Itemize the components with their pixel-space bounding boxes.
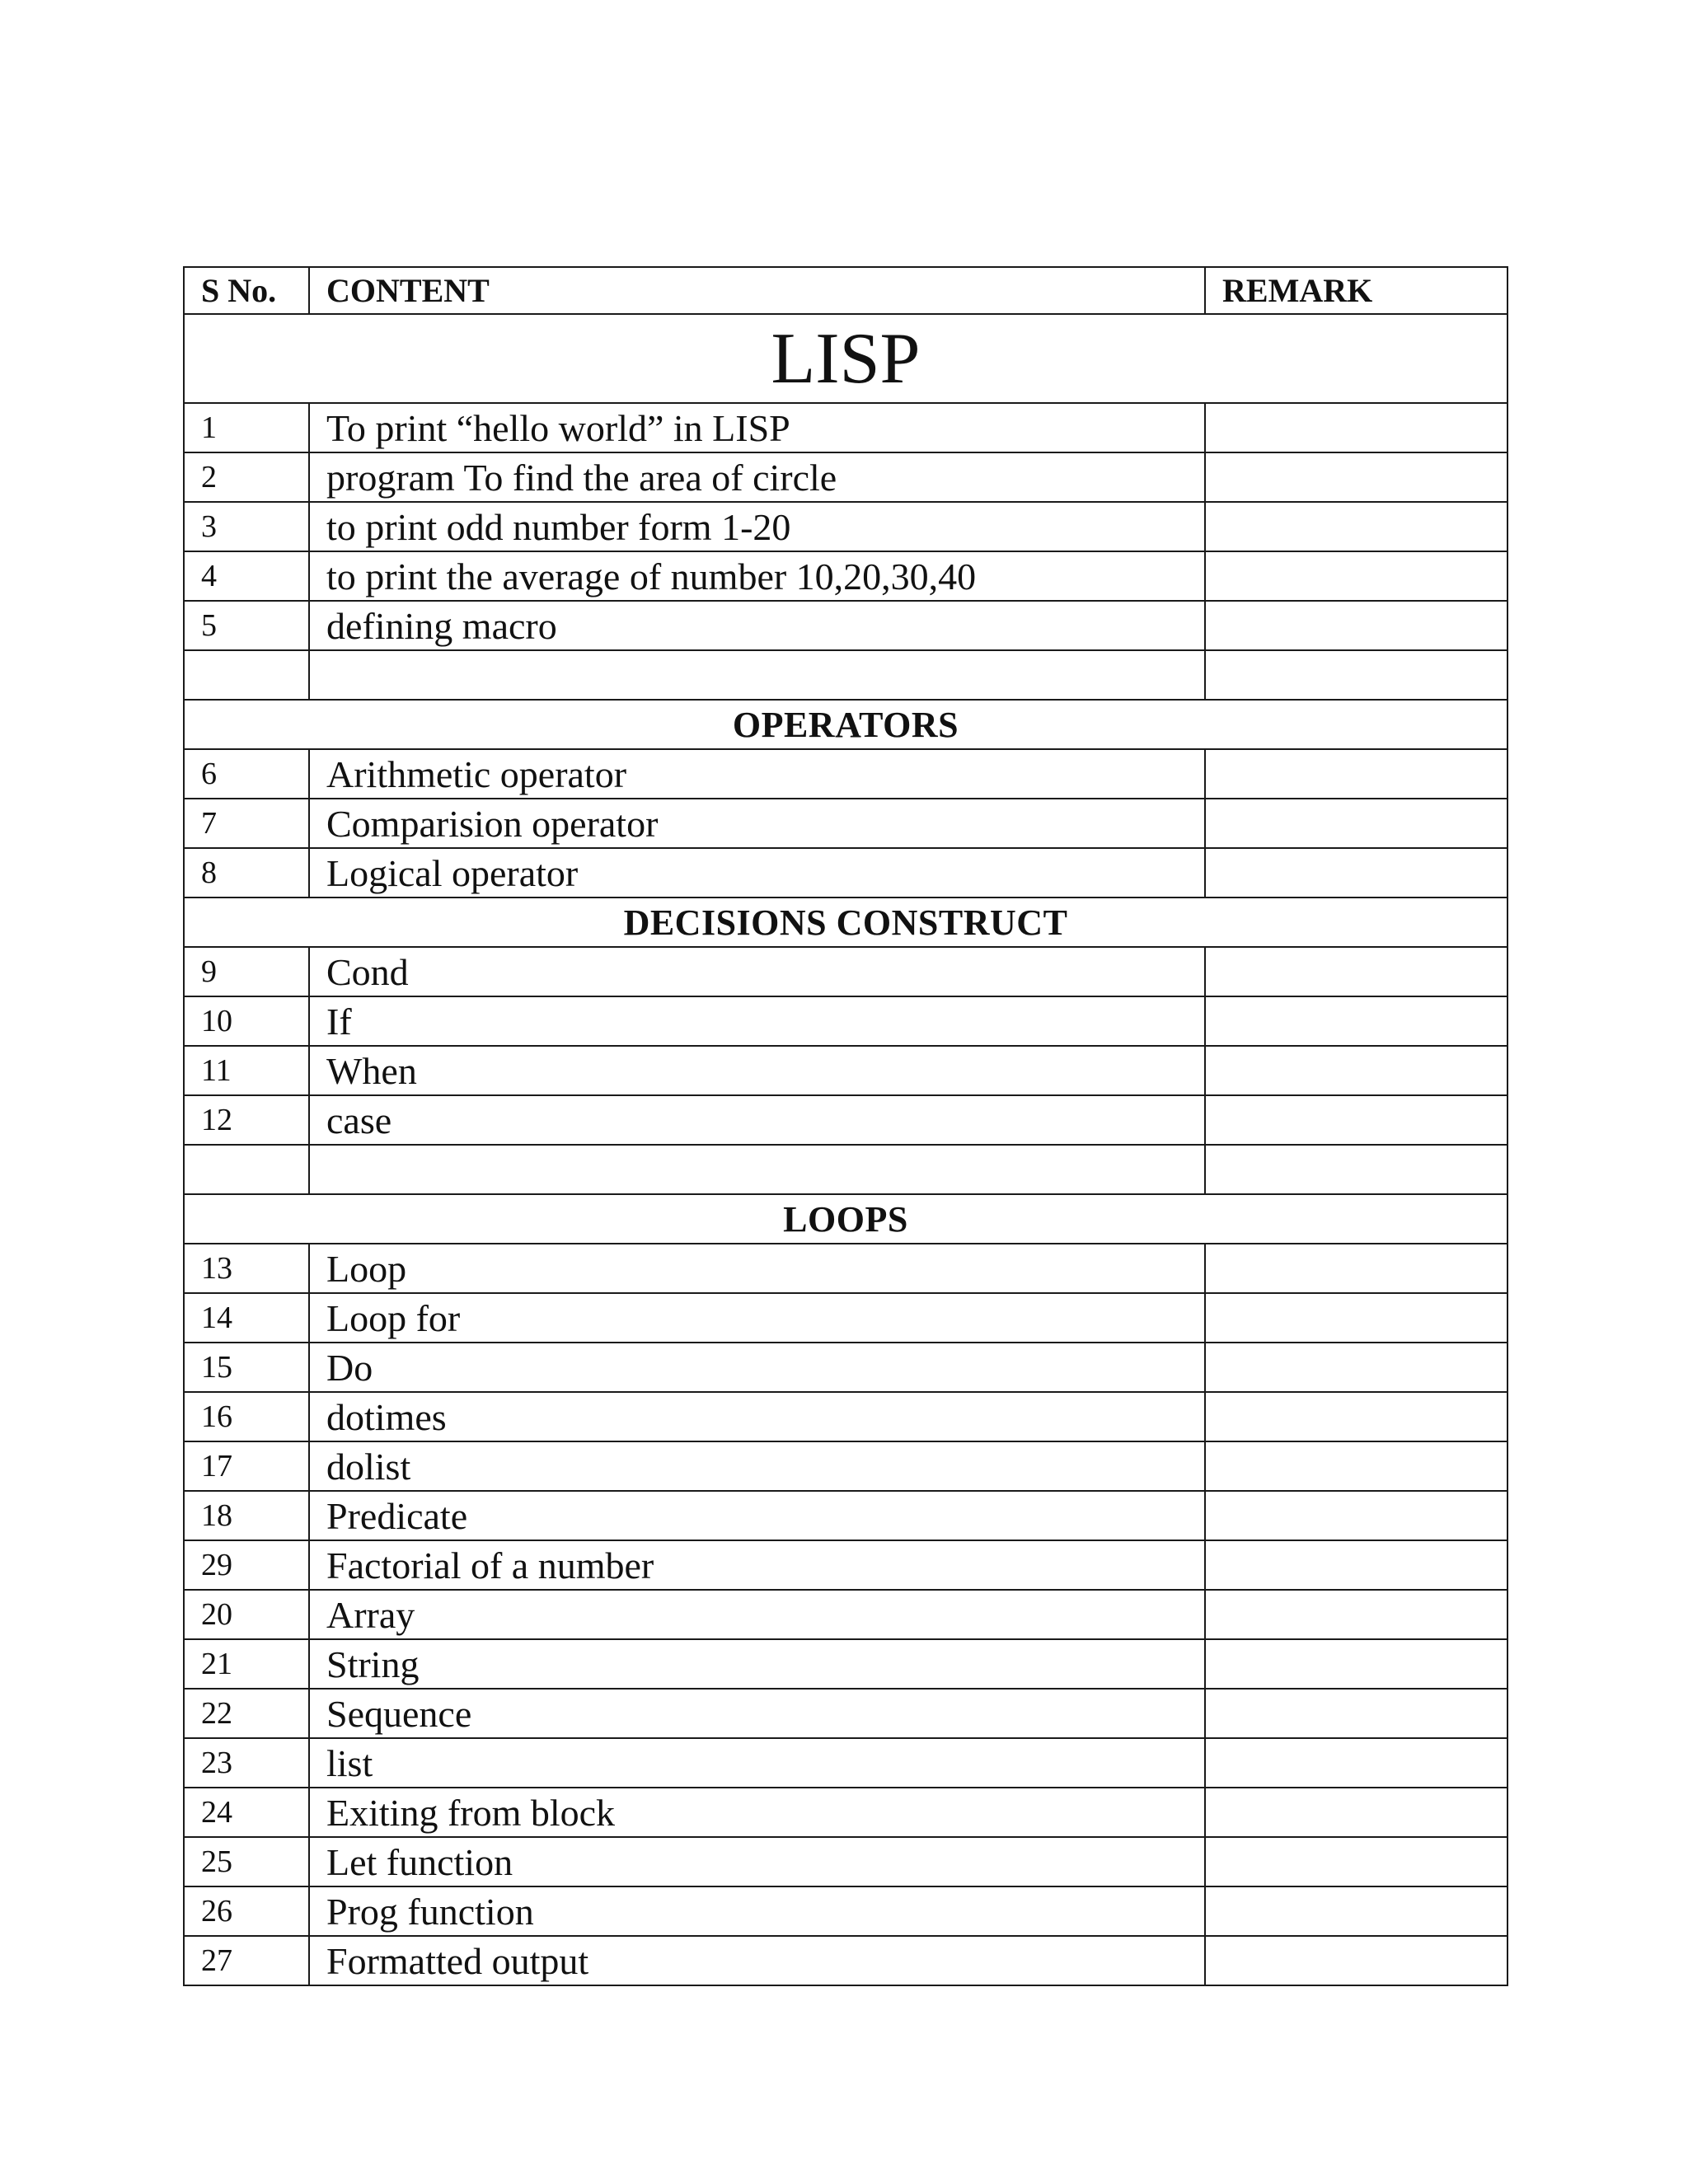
remark-cell	[1205, 1936, 1507, 1985]
sno-cell: 10	[184, 996, 309, 1046]
sno-cell: 20	[184, 1590, 309, 1639]
content-cell: Comparision operator	[309, 799, 1205, 848]
content-cell: Predicate	[309, 1491, 1205, 1540]
sno-cell: 4	[184, 551, 309, 601]
content-cell: When	[309, 1046, 1205, 1095]
sno-cell: 22	[184, 1689, 309, 1738]
remark-cell	[1205, 650, 1507, 700]
remark-cell	[1205, 848, 1507, 898]
sno-cell	[184, 650, 309, 700]
content-cell: to print the average of number 10,20,30,40	[309, 551, 1205, 601]
table-row	[184, 1689, 1507, 1738]
sno-cell: 16	[184, 1392, 309, 1441]
sno-cell: 18	[184, 1491, 309, 1540]
remark-cell	[1205, 1886, 1507, 1936]
content-cell: Arithmetic operator	[309, 749, 1205, 799]
sno-cell: 27	[184, 1936, 309, 1985]
section-header-row	[184, 1194, 1507, 1244]
page-title: LISP	[184, 314, 1507, 403]
table-row	[184, 452, 1507, 502]
header-remark: REMARK	[1205, 267, 1507, 314]
content-cell: Prog function	[309, 1886, 1205, 1936]
remark-cell	[1205, 996, 1507, 1046]
table-row	[184, 403, 1507, 452]
section-title: OPERATORS	[184, 700, 1507, 749]
blank-row	[184, 650, 1507, 700]
remark-cell	[1205, 1540, 1507, 1590]
content-cell: Cond	[309, 947, 1205, 996]
table-row	[184, 551, 1507, 601]
table-row	[184, 601, 1507, 650]
section-title: LOOPS	[184, 1194, 1507, 1244]
table-row	[184, 1343, 1507, 1392]
sno-cell: 26	[184, 1886, 309, 1936]
remark-cell	[1205, 799, 1507, 848]
content-cell: Do	[309, 1343, 1205, 1392]
content-cell: program To find the area of circle	[309, 452, 1205, 502]
remark-cell	[1205, 403, 1507, 452]
sno-cell: 9	[184, 947, 309, 996]
content-cell: Formatted output	[309, 1936, 1205, 1985]
sno-cell: 25	[184, 1837, 309, 1886]
table-row	[184, 1738, 1507, 1788]
section-title: DECISIONS CONSTRUCT	[184, 898, 1507, 947]
sno-cell: 5	[184, 601, 309, 650]
table-row	[184, 996, 1507, 1046]
remark-cell	[1205, 1837, 1507, 1886]
remark-cell	[1205, 749, 1507, 799]
remark-cell	[1205, 1293, 1507, 1343]
sno-cell: 7	[184, 799, 309, 848]
remark-cell	[1205, 1244, 1507, 1293]
content-cell: dolist	[309, 1441, 1205, 1491]
header-content: CONTENT	[309, 267, 1205, 314]
content-cell: defining macro	[309, 601, 1205, 650]
content-cell: Loop for	[309, 1293, 1205, 1343]
sno-cell: 3	[184, 502, 309, 551]
remark-cell	[1205, 1095, 1507, 1145]
table-row	[184, 1392, 1507, 1441]
blank-row	[184, 1145, 1507, 1194]
remark-cell	[1205, 452, 1507, 502]
table-row	[184, 1936, 1507, 1985]
sno-cell: 21	[184, 1639, 309, 1689]
table-row	[184, 1540, 1507, 1590]
section-header-row	[184, 700, 1507, 749]
sno-cell: 6	[184, 749, 309, 799]
sno-cell: 23	[184, 1738, 309, 1788]
content-cell	[309, 1145, 1205, 1194]
remark-cell	[1205, 947, 1507, 996]
content-cell: to print odd number form 1-20	[309, 502, 1205, 551]
table-row	[184, 1837, 1507, 1886]
table-row	[184, 749, 1507, 799]
sno-cell: 1	[184, 403, 309, 452]
table-row	[184, 1491, 1507, 1540]
sno-cell: 13	[184, 1244, 309, 1293]
sno-cell: 8	[184, 848, 309, 898]
content-cell: If	[309, 996, 1205, 1046]
table-row	[184, 1441, 1507, 1491]
content-cell: Exiting from block	[309, 1788, 1205, 1837]
remark-cell	[1205, 551, 1507, 601]
table-row	[184, 1244, 1507, 1293]
remark-cell	[1205, 1788, 1507, 1837]
content-cell: list	[309, 1738, 1205, 1788]
sno-cell: 2	[184, 452, 309, 502]
table-row	[184, 1639, 1507, 1689]
index-table	[183, 266, 1508, 1986]
remark-cell	[1205, 1590, 1507, 1639]
content-cell: Logical operator	[309, 848, 1205, 898]
table-row	[184, 1293, 1507, 1343]
content-cell: dotimes	[309, 1392, 1205, 1441]
table-row	[184, 502, 1507, 551]
title-row	[184, 314, 1507, 403]
sno-cell: 14	[184, 1293, 309, 1343]
remark-cell	[1205, 1441, 1507, 1491]
sno-cell: 17	[184, 1441, 309, 1491]
table-row	[184, 1590, 1507, 1639]
table-row	[184, 1046, 1507, 1095]
remark-cell	[1205, 502, 1507, 551]
content-cell: Array	[309, 1590, 1205, 1639]
content-cell: Factorial of a number	[309, 1540, 1205, 1590]
remark-cell	[1205, 1046, 1507, 1095]
remark-cell	[1205, 1738, 1507, 1788]
table-row	[184, 1886, 1507, 1936]
content-cell: case	[309, 1095, 1205, 1145]
section-header-row	[184, 898, 1507, 947]
index-table-body	[184, 267, 1507, 1985]
content-cell: Loop	[309, 1244, 1205, 1293]
content-cell	[309, 650, 1205, 700]
content-cell: String	[309, 1639, 1205, 1689]
table-row	[184, 1095, 1507, 1145]
sno-cell: 12	[184, 1095, 309, 1145]
table-row	[184, 799, 1507, 848]
table-row	[184, 848, 1507, 898]
header-sno: S No.	[184, 267, 309, 314]
sno-cell: 15	[184, 1343, 309, 1392]
remark-cell	[1205, 1343, 1507, 1392]
sno-cell: 24	[184, 1788, 309, 1837]
table-row	[184, 1788, 1507, 1837]
header-row	[184, 267, 1507, 314]
content-cell: Let function	[309, 1837, 1205, 1886]
remark-cell	[1205, 1689, 1507, 1738]
sno-cell	[184, 1145, 309, 1194]
remark-cell	[1205, 1491, 1507, 1540]
remark-cell	[1205, 1392, 1507, 1441]
sno-cell: 11	[184, 1046, 309, 1095]
table-row	[184, 947, 1507, 996]
sno-cell: 29	[184, 1540, 309, 1590]
remark-cell	[1205, 601, 1507, 650]
remark-cell	[1205, 1145, 1507, 1194]
remark-cell	[1205, 1639, 1507, 1689]
content-cell: Sequence	[309, 1689, 1205, 1738]
content-cell: To print “hello world” in LISP	[309, 403, 1205, 452]
